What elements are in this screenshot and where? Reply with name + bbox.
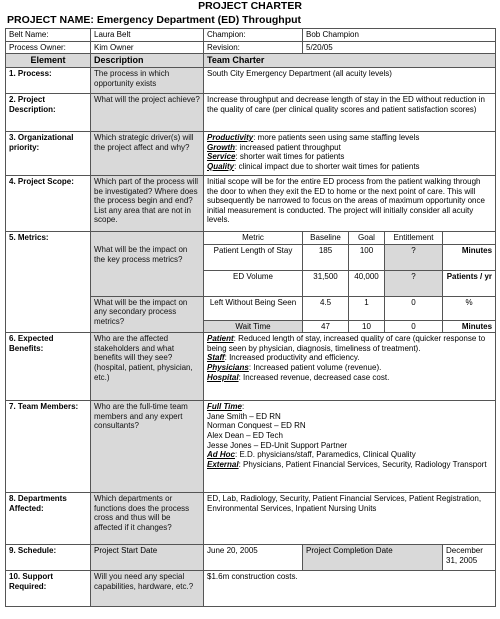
benefit-item: Patient: Reduced length of stay, increased quality of care (quicker response to being seen by physician, diagnosis, timeliness of treatment).	[207, 334, 486, 353]
element-description: What will the project achieve?	[91, 93, 204, 131]
element-charter	[204, 333, 496, 401]
schedule-end-value: December 31, 2005	[443, 545, 496, 571]
team-member: Jesse Jones – ED-Unit Support Partner	[207, 440, 348, 450]
metric-goal: 40,000	[349, 270, 385, 296]
element-label: 4. Project Scope:	[6, 175, 91, 231]
metric-name: ED Volume	[204, 270, 303, 296]
metric-baseline: 4.5	[303, 296, 349, 320]
benefit-item: Physicians: Increased patient volume (revenue).	[207, 362, 382, 372]
element-charter: South City Emergency Department (all acuity levels)	[204, 67, 496, 93]
metrics-desc-secondary: What will be the impact on any secondary process metrics?	[91, 296, 204, 333]
info-row-owner	[6, 41, 496, 54]
element-label: 6. Expected Benefits:	[6, 333, 91, 401]
element-label: 1. Process:	[6, 67, 91, 93]
metric-unit: Patients / yr	[443, 270, 496, 296]
element-charter	[204, 401, 496, 493]
team-fulltime-heading: Full Time:	[207, 402, 245, 412]
metric-entitlement: ?	[385, 270, 443, 296]
champion-label: Champion:	[204, 29, 303, 42]
metric-entitlement: 0	[385, 320, 443, 333]
element-description: Will you need any special capabilities, hardware, etc.?	[91, 571, 204, 607]
team-member: Alex Dean – ED Tech	[207, 430, 283, 440]
metric-unit: Minutes	[443, 244, 496, 270]
metric-goal: 100	[349, 244, 385, 270]
metrics-head-baseline: Baseline	[303, 231, 349, 244]
metrics-desc-key: What will be the impact on the key process metrics?	[91, 244, 204, 296]
row-project-description	[6, 93, 496, 131]
element-description: The process in which opportunity exists	[91, 67, 204, 93]
element-charter: $1.6m construction costs.	[204, 571, 496, 607]
priority-item: Growth: increased patient throughput	[207, 142, 341, 152]
team-member: Jane Smith – ED RN	[207, 411, 281, 421]
document-title: PROJECT CHARTER	[198, 0, 302, 12]
belt-label: Belt Name:	[6, 29, 91, 42]
row-organizational-priority	[6, 131, 496, 175]
metrics-head-metric: Metric	[204, 231, 303, 244]
metric-name: Patient Length of Stay	[204, 244, 303, 270]
benefit-item: Hospital: Increased revenue, decreased case cost.	[207, 372, 390, 382]
charter-table	[5, 28, 496, 607]
element-charter	[204, 131, 496, 175]
element-description: Which part of the process will be investigated? Where does the process begin and end? List any area that are not in scope.	[91, 175, 204, 231]
col-team-charter: Team Charter	[204, 54, 496, 68]
element-description: Which strategic driver(s) will the project affect and why?	[91, 131, 204, 175]
metric-name: Wait Time	[204, 320, 303, 333]
row-expected-benefits	[6, 333, 496, 401]
row-schedule	[6, 545, 496, 571]
metrics-head-entitlement: Entitlement	[385, 231, 443, 244]
col-element: Element	[6, 54, 91, 68]
row-process	[6, 67, 496, 93]
revision-value: 5/20/05	[303, 41, 496, 54]
element-label: 9. Schedule:	[6, 545, 91, 571]
team-member: Norman Conquest – ED RN	[207, 421, 306, 431]
priority-item: Service: shorter wait times for patients	[207, 152, 345, 162]
metric-baseline: 31,500	[303, 270, 349, 296]
element-label: 10. Support Required:	[6, 571, 91, 607]
metric-goal: 10	[349, 320, 385, 333]
col-description: Description	[91, 54, 204, 68]
priority-item: Productivity: more patients seen using same staffing levels	[207, 132, 420, 142]
element-label: 8. Departments Affected:	[6, 493, 91, 545]
column-header-row	[6, 54, 496, 68]
owner-label: Process Owner:	[6, 41, 91, 54]
element-charter: Increase throughput and decrease length of stay in the ED without reduction in the quality of care (per clinical quality scores and patient satisfaction scores)	[204, 93, 496, 131]
owner-value: Kim Owner	[91, 41, 204, 54]
element-description: Who are the affected stakeholders and what benefits will they see? (hospital, patient, physician, etc.)	[91, 333, 204, 401]
element-description: Who are the full-time team members and any expert consultants?	[91, 401, 204, 493]
revision-label: Revision:	[204, 41, 303, 54]
metric-name: Left Without Being Seen	[204, 296, 303, 320]
metric-unit: %	[443, 296, 496, 320]
metric-baseline: 185	[303, 244, 349, 270]
priority-item: Quality: clinical impact due to shorter wait times for patients	[207, 161, 420, 171]
schedule-start-value: June 20, 2005	[204, 545, 303, 571]
element-label: 5. Metrics:	[6, 231, 91, 332]
team-adhoc: Ad Hoc: E.D. physicians/staff, Paramedics, Clinical Quality	[207, 450, 416, 460]
schedule-start-label: Project Start Date	[91, 545, 204, 571]
metric-entitlement: 0	[385, 296, 443, 320]
element-charter: Initial scope will be for the entire ED process from the patient walking through the door to when they exit the ED to home or the next point of care. This will subsequently be narrowed to focus on the areas of maximum opportunity once initial measurement is conducted. The project will initially consider all acuity levels.	[204, 175, 496, 231]
belt-value: Laura Belt	[91, 29, 204, 42]
row-project-scope	[6, 175, 496, 231]
champion-value: Bob Champion	[303, 29, 496, 42]
metric-goal: 1	[349, 296, 385, 320]
element-description: Which departments or functions does the process cross and thus will be affected if it changes?	[91, 493, 204, 545]
row-departments-affected	[6, 493, 496, 545]
row-support-required	[6, 571, 496, 607]
project-name: PROJECT NAME: Emergency Department (ED) Throughput	[7, 14, 302, 26]
project-charter	[5, 0, 495, 607]
row-team-members	[6, 401, 496, 493]
metrics-head-goal: Goal	[349, 231, 385, 244]
schedule-end-label: Project Completion Date	[303, 545, 443, 571]
element-label: 3. Organizational priority:	[6, 131, 91, 175]
element-label: 7. Team Members:	[6, 401, 91, 493]
metric-baseline: 47	[303, 320, 349, 333]
metric-entitlement: ?	[385, 244, 443, 270]
row-metrics	[6, 231, 496, 244]
benefit-item: Staff: Increased productivity and efficiency.	[207, 353, 360, 363]
team-external: External: Physicians, Patient Financial Services, Security, Radiology Transport	[207, 459, 487, 469]
element-charter: ED, Lab, Radiology, Security, Patient Financial Services, Patient Registration, Environmental Services, Inpatient Nursing Units	[204, 493, 496, 545]
element-label: 2. Project Description:	[6, 93, 91, 131]
info-row-belt	[6, 29, 496, 42]
metric-unit: Minutes	[443, 320, 496, 333]
